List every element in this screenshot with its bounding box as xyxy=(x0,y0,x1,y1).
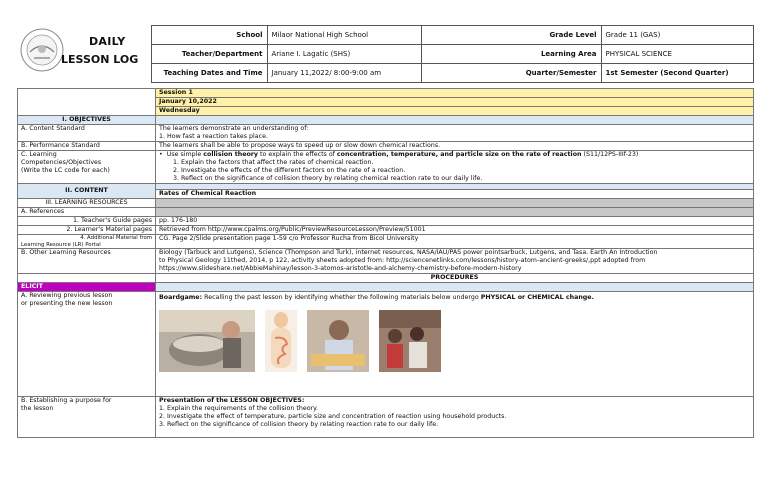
competencies-label-line3: (Write the LC code for each) xyxy=(21,167,110,174)
photo-baking xyxy=(307,310,369,372)
session-spacer xyxy=(18,89,156,116)
other-resources-line2: to Physical Geology 11thed, 2014, p 122, activity sheets adopted from: http://sciencenetlinks.com/lessons/history-atom-ancient-greeks/,ppt adopted from xyxy=(159,257,646,264)
review-lesson-label-line2: or presenting the new lesson xyxy=(21,300,113,307)
boardgame-bold2: PHYSICAL or CHEMICAL change. xyxy=(480,294,594,301)
photo-row xyxy=(159,310,750,372)
purpose-item: 3. Reflect on the significance of collision theory by relating reaction rate to our daily life. xyxy=(159,421,439,428)
header-table xyxy=(17,25,754,83)
additional-material-label-line2: Learning Resource (LR) Portal xyxy=(21,241,101,248)
other-resources-label: B. Other Learning Resources xyxy=(18,249,156,274)
dates-value: January 11,2022/ 8:00-9:00 am xyxy=(267,64,421,83)
content-standard-line2: 1. How fast a reaction takes place. xyxy=(159,133,268,140)
dates-label: Teaching Dates and Time xyxy=(151,64,267,83)
objectives-heading: I. OBJECTIVES xyxy=(18,116,156,125)
content-standard-value xyxy=(156,125,754,142)
title-lesson-log: LESSON LOG xyxy=(61,52,139,66)
competency-mid: to explain the effects of xyxy=(258,151,337,158)
grade-level-value: Grade 11 (GAS) xyxy=(601,26,753,45)
procedures-heading: PROCEDURES xyxy=(156,274,754,283)
competencies-label xyxy=(18,151,156,184)
session-date: January 10,2022 xyxy=(156,98,754,107)
other-resources-line3: https://www.slideshare.net/AbbieMahinay/lesson-3-atomos-aristotle-and-alchemy-chemistry-before-modern-history xyxy=(159,265,522,272)
content-standard-label: A. Content Standard xyxy=(18,125,156,142)
additional-material-label-line1: 4. Additional Material from xyxy=(80,235,152,241)
review-lesson-value xyxy=(156,292,754,397)
teachers-guide-label: 1. Teacher's Guide pages xyxy=(18,217,156,226)
lesson-table xyxy=(17,88,754,438)
purpose-item: 2. Investigate the effect of temperature, particle size and concentration of reaction using household products. xyxy=(159,413,507,420)
other-resources-line1: Biology (Tarbuck and Lutgens), Science (Thompson and Turk), internet resources, NASA/IAU/PAS power pointsarbuck, Lutgens, and Tasa. Earth An Introduction xyxy=(159,249,658,256)
teacher-value: Ariane I. Lagatic (SHS) xyxy=(267,45,421,64)
content-heading: II. CONTENT xyxy=(18,184,156,199)
competencies-label-line1: C. Learning xyxy=(21,151,57,158)
review-lesson-label-line1: A. Reviewing previous lesson xyxy=(21,292,113,299)
competency-item: 2. Investigate the effects of the different factors on the rate of a reaction. xyxy=(181,167,750,175)
competency-item: 1. Explain the factors that affect the rates of chemical reaction. xyxy=(181,159,750,167)
content-standard-line1: The learners demonstrate an understanding of: xyxy=(159,125,309,132)
purpose-label-line2: the lesson xyxy=(21,405,54,412)
competency-item: 3. Reflect on the significance of collision theory by relating chemical reaction rate to our daily life. xyxy=(181,175,750,183)
procedures-spacer xyxy=(18,274,156,283)
purpose-value xyxy=(156,397,754,438)
review-lesson-label xyxy=(18,292,156,397)
competency-text xyxy=(167,151,639,159)
competency-list xyxy=(169,159,750,183)
objectives-heading-fill xyxy=(156,116,754,125)
competency-code: (S11/12PS-IIIf-23) xyxy=(581,151,639,158)
deped-seal-icon xyxy=(20,28,64,72)
content-value: Rates of Chemical Reaction xyxy=(156,190,754,199)
purpose-label xyxy=(18,397,156,438)
competency-bold2: concentration, temperature, and particle size on the rate of reaction xyxy=(336,151,582,158)
boardgame-instruction xyxy=(159,294,750,302)
grade-level-label: Grade Level xyxy=(421,26,601,45)
photo-students xyxy=(379,310,441,372)
photo-cooking-pot xyxy=(159,310,255,372)
title-daily: DAILY xyxy=(89,34,126,48)
quarter-label: Quarter/Semester xyxy=(421,64,601,83)
elicit-fill xyxy=(156,283,754,292)
learners-material-label: 2. Learner's Material pages xyxy=(18,226,156,235)
resources-heading-fill xyxy=(156,199,754,208)
logo-cell xyxy=(17,26,151,83)
references-label: A. References xyxy=(18,208,156,217)
teacher-label: Teacher/Department xyxy=(151,45,267,64)
boardgame-text: Recalling the past lesson by identifying whether the following materials below undergo xyxy=(202,294,481,301)
purpose-item: 1. Explain the requirements of the collision theory. xyxy=(159,405,318,412)
resources-heading: III. LEARNING RESOURCES xyxy=(18,199,156,208)
competency-bullet xyxy=(159,151,750,159)
photo-digestive-system xyxy=(265,310,297,372)
session-title: Session 1 xyxy=(156,89,754,98)
school-label: School xyxy=(151,26,267,45)
bullet-icon: • xyxy=(159,151,163,158)
competencies-value xyxy=(156,151,754,184)
other-resources-value xyxy=(156,249,754,274)
elicit-label: ELICIT xyxy=(18,283,156,292)
competencies-label-line2: Competencies/Objectives xyxy=(21,159,102,166)
performance-standard-value: The learners shall be able to propose ways to speed up or slow down chemical reactions. xyxy=(156,142,754,151)
competency-bold1: collision theory xyxy=(203,151,259,158)
competency-pre: Use simple xyxy=(166,151,204,158)
purpose-title: Presentation of the LESSON OBJECTIVES: xyxy=(159,397,305,404)
boardgame-bold: Boardgame: xyxy=(159,294,203,301)
learning-area-label: Learning Area xyxy=(421,45,601,64)
purpose-label-line1: B. Establishing a purpose for xyxy=(21,397,112,404)
session-day: Wednesday xyxy=(156,107,754,116)
additional-material-value: CG. Page 2/Slide presentation page 1-59 c/o Professor Rucha from Bicol University xyxy=(156,235,754,249)
quarter-value: 1st Semester (Second Quarter) xyxy=(601,64,753,83)
additional-material-label xyxy=(18,235,156,249)
performance-standard-label: B. Performance Standard xyxy=(18,142,156,151)
learning-area-value: PHYSICAL SCIENCE xyxy=(601,45,753,64)
references-fill xyxy=(156,208,754,217)
school-value: Milaor National High School xyxy=(267,26,421,45)
learners-material-value: Retrieved from http://www.cpalms.org/Public/PreviewResourceLesson/Preview/51001 xyxy=(156,226,754,235)
teachers-guide-value: pp. 176-180 xyxy=(156,217,754,226)
